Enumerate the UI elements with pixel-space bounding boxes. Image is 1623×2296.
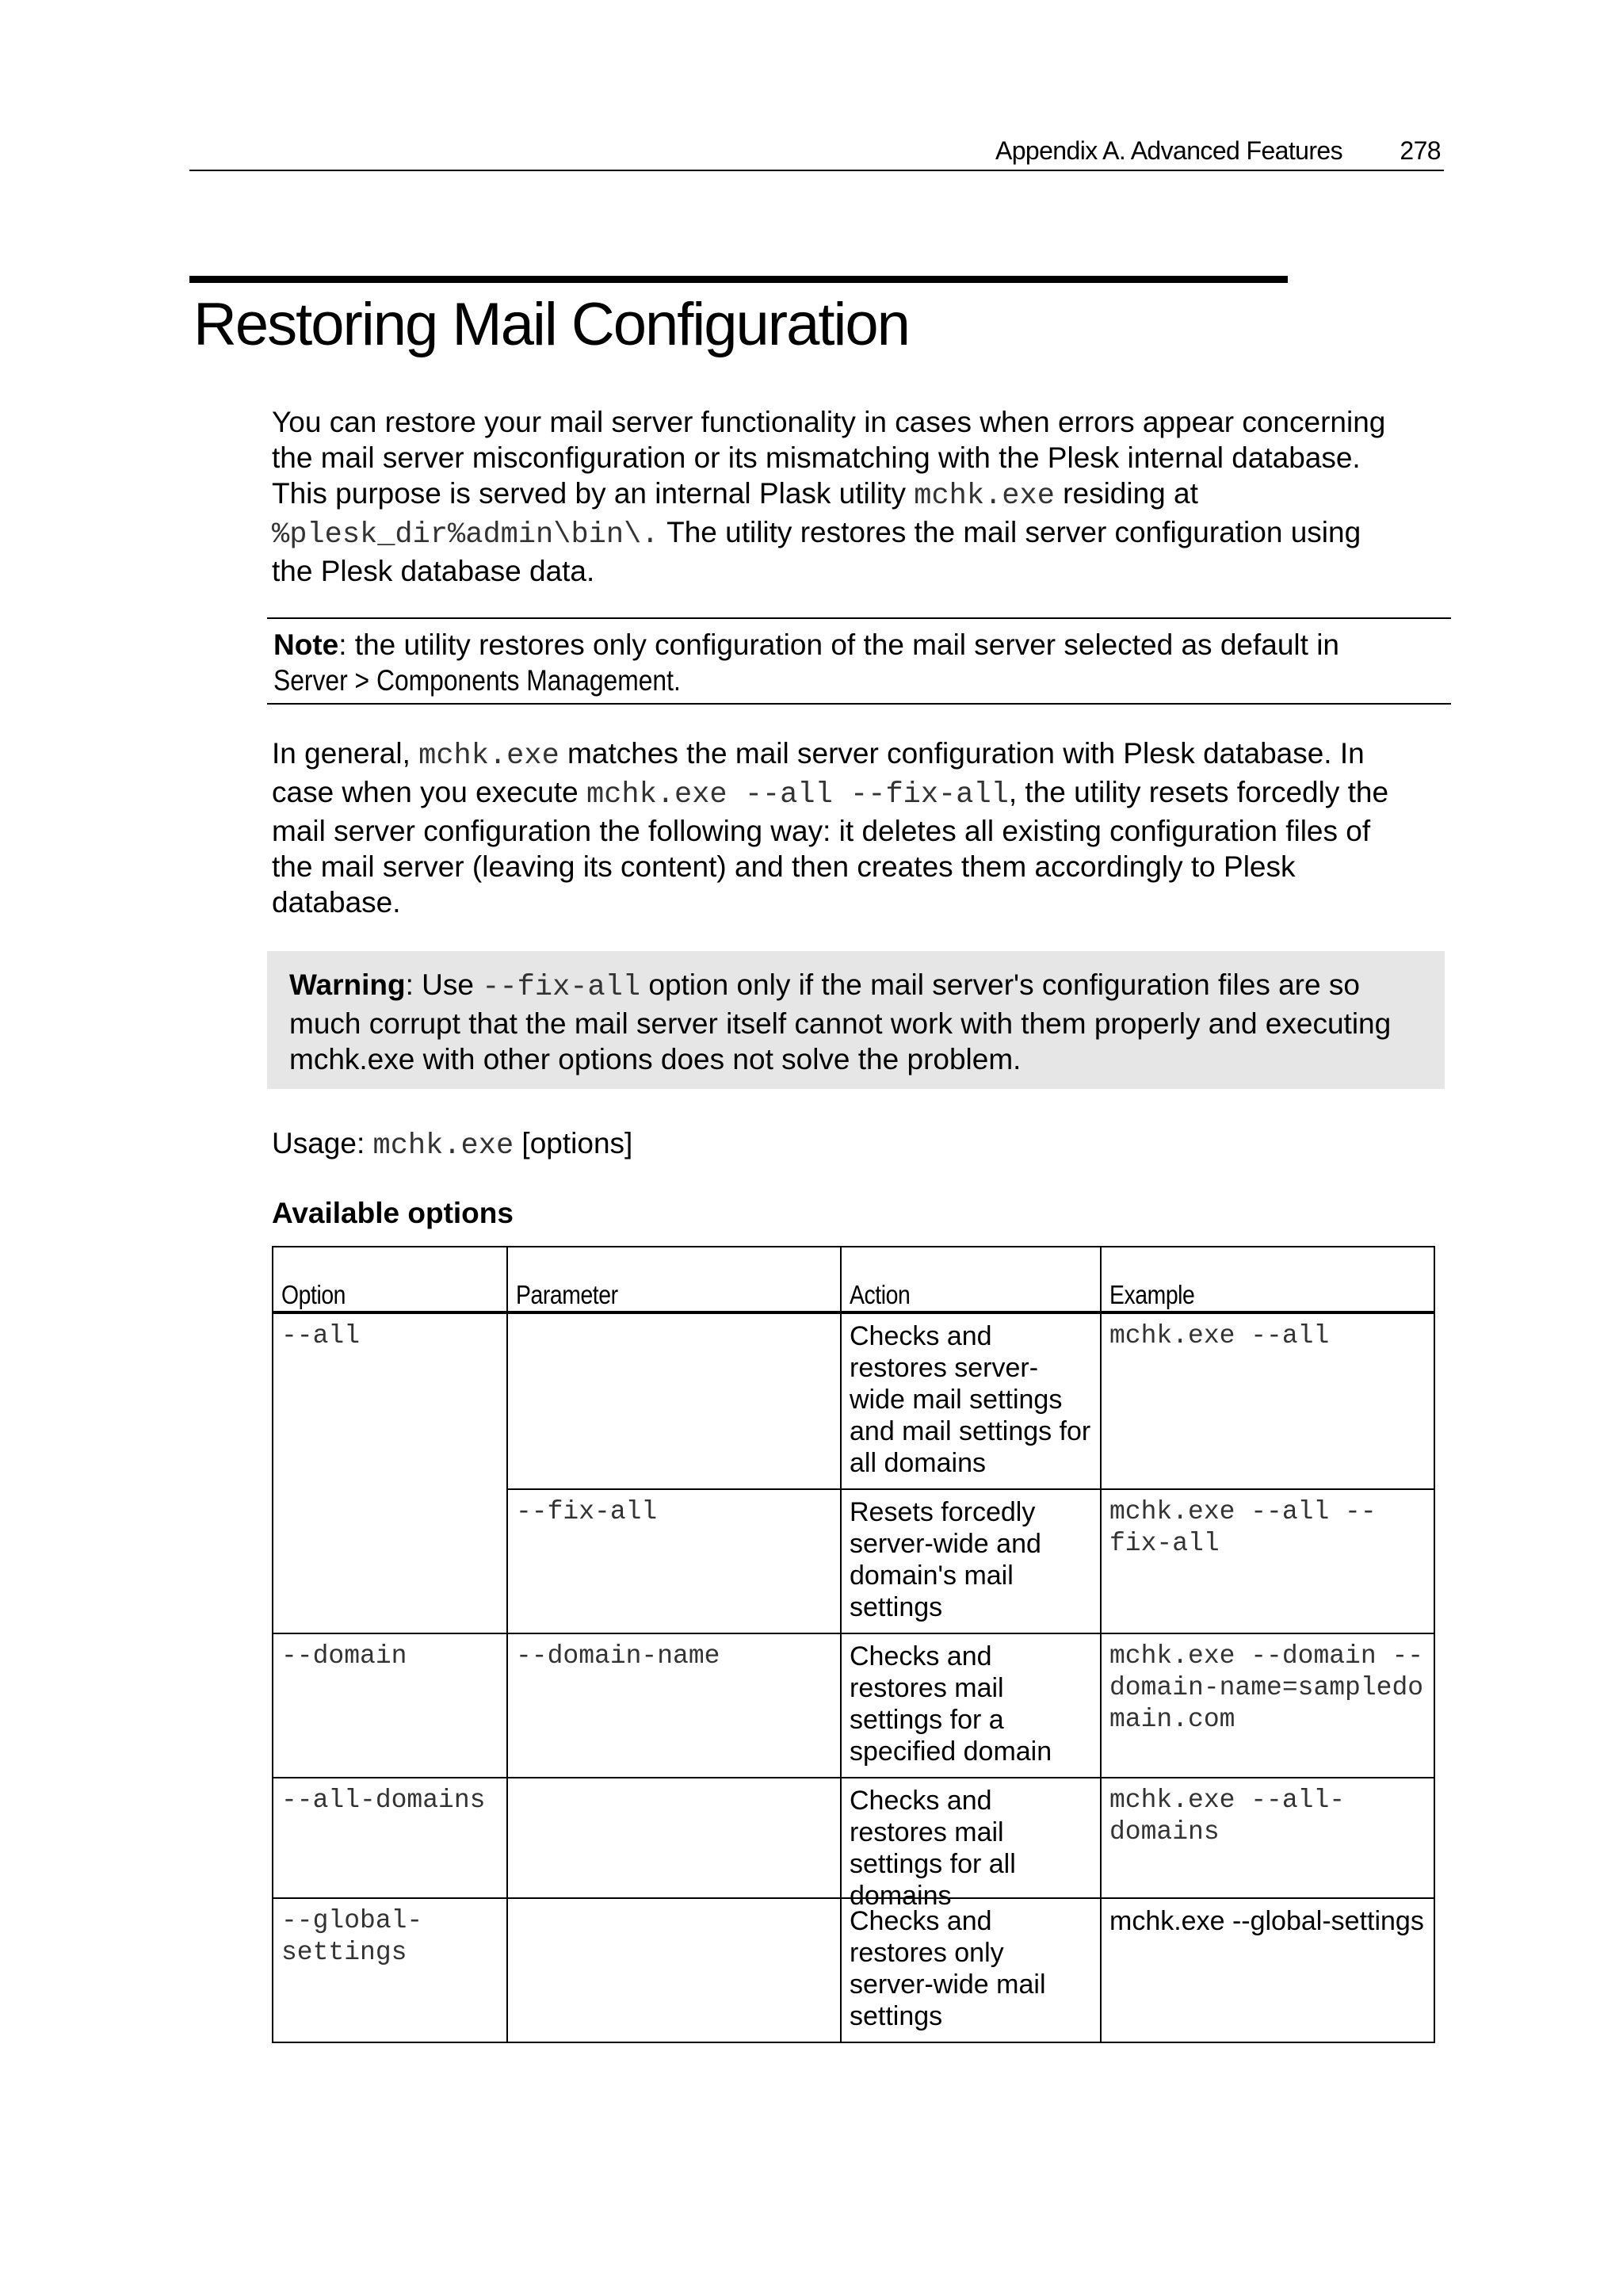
intro-paragraph <box>272 404 1445 589</box>
utility-name: mchk.exe <box>914 479 1055 513</box>
table-row <box>273 1312 1434 1489</box>
warning-box: Warning: Use --fix-all option only if the mail server's configuration files are so much corrupt that the mail server itself cannot work with them properly and executing mchk.exe with other options does not solve the problem. <box>267 951 1445 1089</box>
intro-line: the mail server misconfiguration or its mismatching with the Plesk internal database. <box>272 441 1361 474</box>
note-label: Note <box>273 628 339 661</box>
option-cell: --global-settings <box>273 1898 507 2042</box>
table-header-row <box>273 1247 1434 1312</box>
action-cell: Checks and restores mail settings for a specified domain <box>841 1633 1101 1778</box>
table-row <box>273 1633 1434 1778</box>
option-cell: --domain <box>273 1633 507 1778</box>
parameter-cell <box>507 1312 841 1489</box>
header-section-title: Appendix A. Advanced Features <box>995 136 1342 165</box>
example-cell: mchk.exe --all <box>1101 1312 1434 1489</box>
command: mchk.exe --all --fix-all <box>586 778 1009 812</box>
example-cell: mchk.exe --domain --domain-name=sampledomain.com <box>1101 1633 1434 1778</box>
page-title: Restoring Mail Configuration <box>193 291 909 358</box>
command: mchk.exe <box>418 739 559 773</box>
action-cell: Checks and restores only server-wide mail settings <box>841 1898 1101 2042</box>
options-table <box>272 1246 1435 2043</box>
table-row <box>273 1778 1434 1898</box>
example-cell: mchk.exe --all --fix-all <box>1101 1489 1434 1633</box>
intro-line: the Plesk database data. <box>272 555 595 587</box>
parameter-cell <box>507 1778 841 1898</box>
example-cell: mchk.exe --global-settings <box>1101 1898 1434 2042</box>
parameter-cell: --fix-all <box>507 1489 841 1633</box>
running-header <box>189 135 1444 171</box>
available-options-heading: Available options <box>272 1197 514 1229</box>
action-cell: Checks and restores server-wide mail settings and mail settings for all domains <box>841 1312 1101 1489</box>
option-cell: --all <box>273 1312 507 1633</box>
column-header: Action <box>841 1247 1101 1312</box>
parameter-cell: --domain-name <box>507 1633 841 1778</box>
note-path: Server > Components Management. <box>273 664 681 697</box>
option-cell: --all-domains <box>273 1778 507 1898</box>
table-row <box>273 1898 1434 2042</box>
title-rule <box>189 276 1288 283</box>
example-cell: mchk.exe --all-domains <box>1101 1778 1434 1898</box>
action-cell: Checks and restores mail settings for all domains <box>841 1778 1101 1898</box>
intro-line: This purpose is served by an internal Plask utility mchk.exe residing at <box>272 477 1198 513</box>
parameter-cell <box>507 1898 841 2042</box>
note-text: : the utility restores only configuration of the mail server selected as default in <box>338 628 1339 661</box>
column-header: Option <box>273 1247 507 1312</box>
note-box <box>267 617 1451 705</box>
column-header: Parameter <box>507 1247 841 1312</box>
intro-line: You can restore your mail server functionality in cases when errors appear concerning <box>272 406 1386 438</box>
usage-command: mchk.exe <box>372 1129 514 1163</box>
page-number: 278 <box>1400 136 1441 165</box>
column-header: Example <box>1101 1247 1434 1312</box>
warning-option: --fix-all <box>482 971 641 1004</box>
utility-path: %plesk_dir%admin\bin\. <box>272 518 659 552</box>
action-cell: Resets forcedly server-wide and domain's mail settings <box>841 1489 1101 1633</box>
usage-line: Usage: mchk.exe [options] <box>272 1127 633 1163</box>
general-paragraph: In general, mchk.exe matches the mail server configuration with Plesk database. In case when you execute mchk.exe --all --fix-all, the utility resets forcedly the mail server configuration the following way: it deletes all existing configuration files of the mail server (leaving its content) and then creates them accordingly to Plesk database. <box>272 737 1389 919</box>
warning-label: Warning <box>289 968 406 1001</box>
intro-line: %plesk_dir%admin\bin\. The utility restores the mail server configuration using <box>272 516 1361 552</box>
